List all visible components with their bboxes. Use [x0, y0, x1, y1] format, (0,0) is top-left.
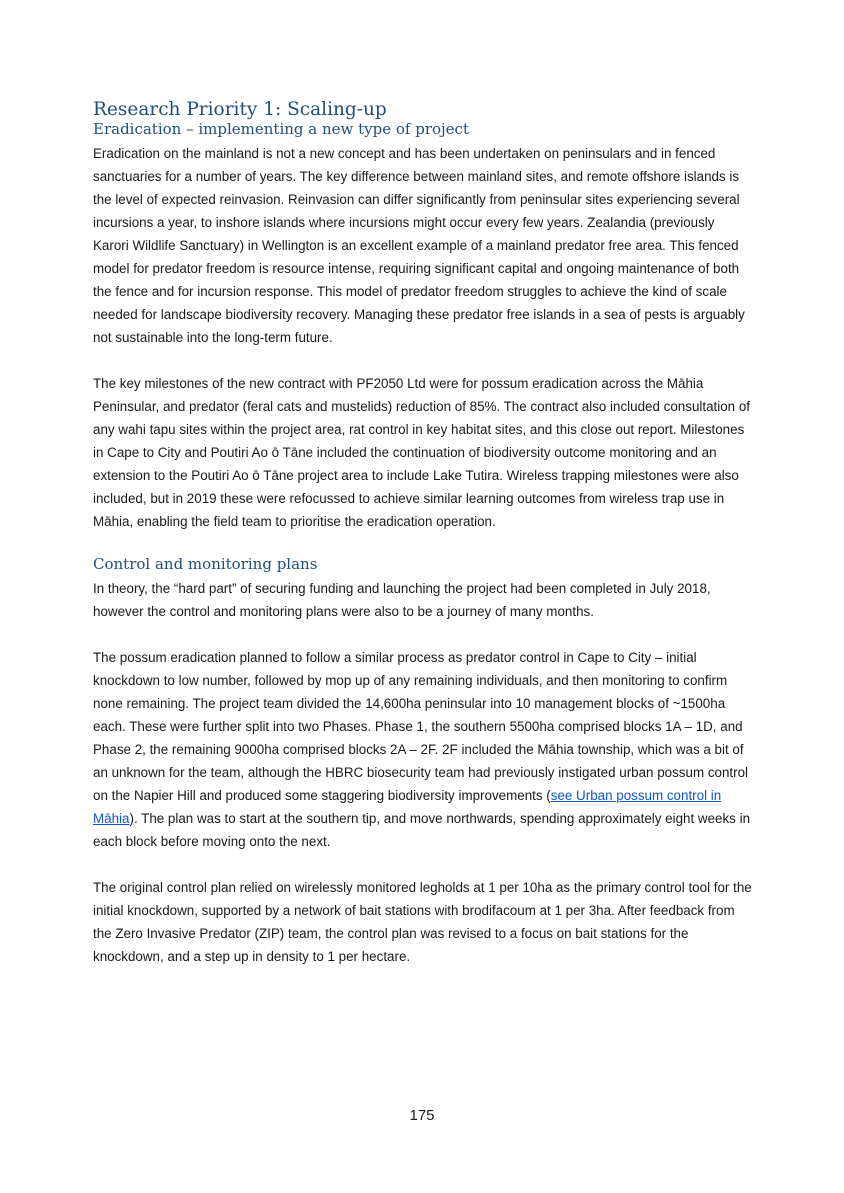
section2-paragraph-3: The original control plan relied on wirelessly monitored legholds at 1 per 10ha as the primary control tool for the initial knockdown, supported by a network of bait stations with brodifacoum at 1 per 3ha. After feedback from the Zero Invasive Predator (ZIP) team, the control plan was revised to a focus on bait stations for the knockdown, and a step up in density to 1 per hectare.	[93, 880, 752, 964]
section2-paragraph-2-text-before: The possum eradication planned to follow a similar process as predator control in Cape to City – initial knockdown to low number, followed by mop up of any remaining individuals, and then monitoring to confirm none remaining. The project team divided the 14,600ha peninsular into 10 management blocks of ~1500ha each. These were further split into two Phases. Phase 1, the southern 5500ha comprised blocks 1A – 1D, and Phase 2, the remaining 9000ha comprised blocks 2A – 2F. 2F included the Māhia township, which was a bit of an unknown for the team, although the HBRC biosecurity team had previously instigated urban possum control on the Napier Hill and produced some staggering biodiversity improvements (	[93, 650, 749, 803]
section2-paragraph-2-text-after: ). The plan was to start at the southern tip, and move northwards, spending approximately eight weeks in each block before moving onto the next.	[93, 811, 751, 849]
section2-paragraph-2	[93, 646, 753, 853]
page-heading: Research Priority 1: Scaling-up	[93, 99, 387, 120]
intro-paragraph-1: Eradication on the mainland is not a new concept and has been undertaken on peninsulars and in fenced sanctuaries for a number of years. The key difference between mainland sites, and remote offshore islands is the level of expected reinvasion. Reinvasion can differ significantly from peninsular sites experiencing several incursions a year, to inshore islands where incursions might occur every few years. Zealandia (previously Karori Wildlife Sanctuary) in Wellington is an excellent example of a mainland predator free area. This fenced model for predator freedom is resource intense, requiring significant capital and ongoing maintenance of both the fence and for incursion response. This model of predator freedom struggles to achieve the kind of scale needed for landscape biodiversity recovery. Managing these predator free islands in a sea of pests is arguably not sustainable into the long-term future.	[93, 146, 745, 345]
section2-paragraph-1: In theory, the “hard part” of securing funding and launching the project had been completed in July 2018, however the control and monitoring plans were also to be a journey of many months.	[93, 581, 711, 619]
page-content	[93, 99, 753, 968]
urban-possum-control-link[interactable]: see Urban possum control in Māhia	[93, 788, 722, 826]
section-heading-control-monitoring: Control and monitoring plans	[93, 555, 318, 573]
subheading: Eradication – implementing a new type of project	[93, 120, 469, 138]
intro-paragraph-2: The key milestones of the new contract with PF2050 Ltd were for possum eradication across the Māhia Peninsular, and predator (feral cats and mustelids) reduction of 85%. The contract also included consultation of any wahi tapu sites within the project area, rat control in key habitat sites, and this close out report. Milestones in Cape to City and Poutiri Ao ō Tāne included the continuation of biodiversity outcome monitoring and an extension to the Poutiri Ao ō Tāne project area to include Lake Tutira. Wireless trapping milestones were also included, but in 2019 these were refocussed to achieve similar learning outcomes from wireless trap use in Māhia, enabling the field team to prioritise the eradication operation.	[93, 376, 751, 529]
page-number: 175	[409, 1107, 435, 1124]
